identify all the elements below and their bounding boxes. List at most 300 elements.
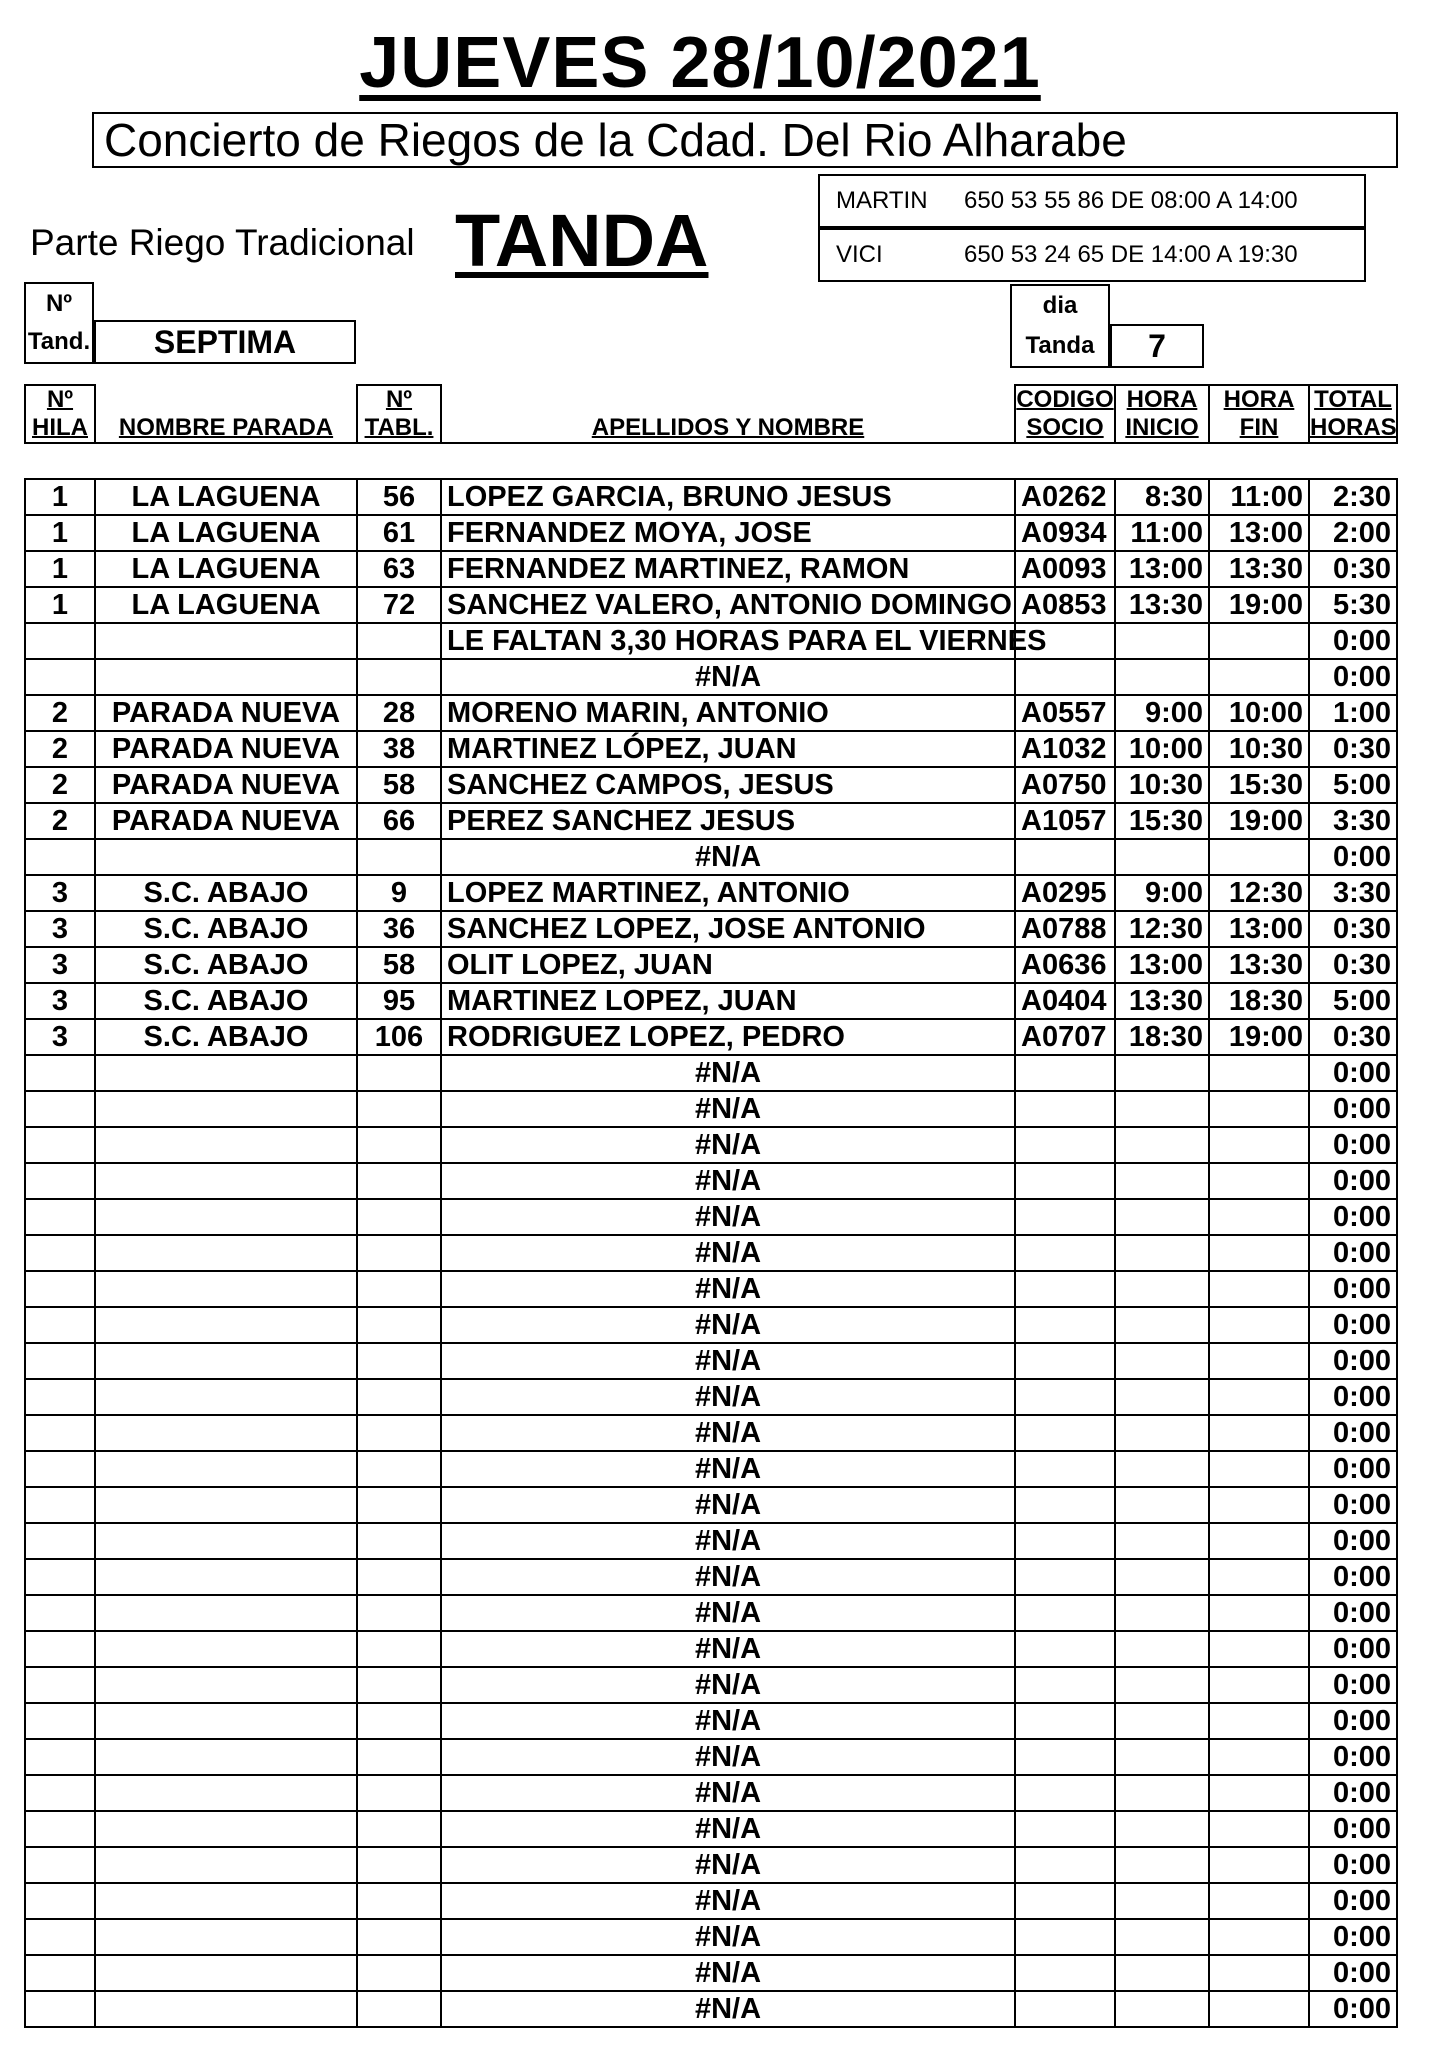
table-row <box>25 1955 1397 1991</box>
cell-tabl <box>357 1523 441 1559</box>
cell-hila: 3 <box>25 1019 95 1055</box>
table-row <box>25 1487 1397 1523</box>
cell-parada <box>95 1379 357 1415</box>
cell-codigo <box>1015 1199 1115 1235</box>
cell-total: 0:00 <box>1309 1307 1397 1343</box>
cell-tabl <box>357 1559 441 1595</box>
cell-fin <box>1209 1739 1309 1775</box>
cell-codigo <box>1015 1163 1115 1199</box>
cell-hila: 3 <box>25 875 95 911</box>
cell-total: 0:00 <box>1309 1343 1397 1379</box>
cell-total: 5:30 <box>1309 587 1397 623</box>
header-total-1: TOTAL <box>1314 386 1392 413</box>
cell-codigo <box>1015 1487 1115 1523</box>
cell-tabl <box>357 1487 441 1523</box>
cell-codigo: A0750 <box>1015 767 1115 803</box>
cell-fin <box>1209 1523 1309 1559</box>
cell-codigo <box>1015 1595 1115 1631</box>
cell-total: 3:30 <box>1309 803 1397 839</box>
cell-nombre: #N/A <box>441 1055 1015 1091</box>
cell-nombre: #N/A <box>441 1919 1015 1955</box>
cell-tabl: 58 <box>357 947 441 983</box>
cell-inicio: 9:00 <box>1115 695 1209 731</box>
cell-nombre: LOPEZ GARCIA, BRUNO JESUS <box>441 479 1015 515</box>
header-hila-2: HILA <box>32 414 88 441</box>
cell-nombre: #N/A <box>441 839 1015 875</box>
cell-total: 0:00 <box>1309 1559 1397 1595</box>
cell-inicio <box>1115 1271 1209 1307</box>
cell-parada <box>95 1811 357 1847</box>
cell-parada: LA LAGUENA <box>95 479 357 515</box>
cell-inicio <box>1115 1847 1209 1883</box>
cell-fin <box>1209 1955 1309 1991</box>
cell-inicio <box>1115 1775 1209 1811</box>
cell-nombre: LE FALTAN 3,30 HORAS PARA EL VIERNES <box>441 623 1015 659</box>
cell-inicio <box>1115 1667 1209 1703</box>
cell-nombre: PEREZ SANCHEZ JESUS <box>441 803 1015 839</box>
cell-codigo <box>1015 1451 1115 1487</box>
cell-tabl <box>357 1811 441 1847</box>
cell-total: 5:00 <box>1309 767 1397 803</box>
table-row <box>25 1883 1397 1919</box>
table-row <box>25 803 1397 839</box>
table-row <box>25 1271 1397 1307</box>
table-row <box>25 1523 1397 1559</box>
cell-hila: 3 <box>25 947 95 983</box>
cell-codigo <box>1015 839 1115 875</box>
dia-label-1: dia <box>1042 292 1078 319</box>
cell-inicio <box>1115 1199 1209 1235</box>
cell-codigo <box>1015 1667 1115 1703</box>
cell-codigo <box>1015 1775 1115 1811</box>
cell-fin <box>1209 1595 1309 1631</box>
header-total <box>1309 385 1397 443</box>
table-row <box>25 1451 1397 1487</box>
cell-fin <box>1209 1271 1309 1307</box>
table-row <box>25 1415 1397 1451</box>
cell-nombre: #N/A <box>441 1127 1015 1163</box>
cell-tabl: 56 <box>357 479 441 515</box>
table-row <box>25 695 1397 731</box>
cell-codigo <box>1015 1127 1115 1163</box>
cell-codigo <box>1015 1091 1115 1127</box>
cell-tabl: 95 <box>357 983 441 1019</box>
cell-parada <box>95 1667 357 1703</box>
header-total-2: HORAS <box>1310 414 1397 441</box>
table-row <box>25 1667 1397 1703</box>
header-nombre <box>441 385 1015 443</box>
cell-hila <box>25 1415 95 1451</box>
cell-nombre: #N/A <box>441 1091 1015 1127</box>
cell-tabl: 66 <box>357 803 441 839</box>
cell-tabl: 9 <box>357 875 441 911</box>
cell-nombre: #N/A <box>441 1991 1015 2027</box>
table-row <box>25 659 1397 695</box>
cell-parada: S.C. ABAJO <box>95 947 357 983</box>
table-row <box>25 1055 1397 1091</box>
cell-parada <box>95 1955 357 1991</box>
cell-inicio <box>1115 1127 1209 1163</box>
cell-parada: PARADA NUEVA <box>95 731 357 767</box>
riego-table-body <box>25 479 1397 2027</box>
cell-inicio: 8:30 <box>1115 479 1209 515</box>
contact-info: 650 53 55 86 DE 08:00 A 14:00 <box>964 187 1298 214</box>
cell-total: 0:00 <box>1309 1055 1397 1091</box>
cell-tabl <box>357 1307 441 1343</box>
cell-nombre: #N/A <box>441 1739 1015 1775</box>
table-row <box>25 839 1397 875</box>
cell-tabl: 38 <box>357 731 441 767</box>
cell-fin <box>1209 1847 1309 1883</box>
table-row <box>25 1919 1397 1955</box>
table-row <box>25 1811 1397 1847</box>
cell-hila: 1 <box>25 551 95 587</box>
table-row <box>25 587 1397 623</box>
contact-vici <box>818 228 1366 282</box>
cell-codigo <box>1015 1883 1115 1919</box>
header-codigo <box>1015 385 1115 443</box>
cell-parada: LA LAGUENA <box>95 587 357 623</box>
cell-fin: 10:30 <box>1209 731 1309 767</box>
header-inicio-2: INICIO <box>1125 414 1199 441</box>
cell-fin <box>1209 1379 1309 1415</box>
cell-fin: 13:00 <box>1209 911 1309 947</box>
table-row <box>25 1595 1397 1631</box>
cell-codigo <box>1015 1955 1115 1991</box>
cell-nombre: #N/A <box>441 1487 1015 1523</box>
cell-parada: PARADA NUEVA <box>95 695 357 731</box>
cell-codigo: A0853 <box>1015 587 1115 623</box>
cell-hila <box>25 1091 95 1127</box>
cell-codigo <box>1015 659 1115 695</box>
cell-fin <box>1209 1631 1309 1667</box>
cell-nombre: #N/A <box>441 1379 1015 1415</box>
cell-hila <box>25 839 95 875</box>
table-row <box>25 983 1397 1019</box>
cell-parada: S.C. ABAJO <box>95 983 357 1019</box>
cell-tabl <box>357 1955 441 1991</box>
cell-inicio <box>1115 1559 1209 1595</box>
cell-total: 2:30 <box>1309 479 1397 515</box>
cell-hila <box>25 1487 95 1523</box>
cell-parada <box>95 1703 357 1739</box>
cell-parada <box>95 1055 357 1091</box>
cell-hila <box>25 1847 95 1883</box>
table-row <box>25 1991 1397 2027</box>
cell-inicio <box>1115 1739 1209 1775</box>
contact-name: MARTIN <box>836 187 928 214</box>
table-row <box>25 911 1397 947</box>
cell-parada <box>95 623 357 659</box>
n-tand-label <box>24 282 94 364</box>
cell-nombre: #N/A <box>441 1523 1015 1559</box>
cell-fin: 18:30 <box>1209 983 1309 1019</box>
cell-total: 0:00 <box>1309 1703 1397 1739</box>
cell-hila <box>25 1667 95 1703</box>
cell-nombre: #N/A <box>441 1631 1015 1667</box>
cell-inicio <box>1115 1991 1209 2027</box>
cell-parada <box>95 1739 357 1775</box>
cell-total: 0:00 <box>1309 1379 1397 1415</box>
cell-parada <box>95 839 357 875</box>
cell-hila <box>25 1271 95 1307</box>
cell-parada <box>95 1631 357 1667</box>
cell-nombre: #N/A <box>441 1811 1015 1847</box>
cell-inicio: 9:00 <box>1115 875 1209 911</box>
table-row <box>25 623 1397 659</box>
cell-codigo <box>1015 1379 1115 1415</box>
header-fin-1: HORA <box>1223 386 1295 413</box>
header-tabl <box>357 385 441 443</box>
cell-inicio: 12:30 <box>1115 911 1209 947</box>
cell-total: 0:00 <box>1309 1847 1397 1883</box>
cell-inicio <box>1115 1343 1209 1379</box>
cell-nombre: SANCHEZ CAMPOS, JESUS <box>441 767 1015 803</box>
cell-codigo: A0557 <box>1015 695 1115 731</box>
cell-fin <box>1209 1775 1309 1811</box>
table-header <box>24 384 1398 444</box>
cell-inicio <box>1115 1379 1209 1415</box>
cell-nombre: SANCHEZ LOPEZ, JOSE ANTONIO <box>441 911 1015 947</box>
table-row <box>25 947 1397 983</box>
cell-codigo: A0262 <box>1015 479 1115 515</box>
cell-inicio: 15:30 <box>1115 803 1209 839</box>
cell-nombre: FERNANDEZ MARTINEZ, RAMON <box>441 551 1015 587</box>
cell-parada: S.C. ABAJO <box>95 911 357 947</box>
cell-tabl: 106 <box>357 1019 441 1055</box>
cell-nombre: FERNANDEZ MOYA, JOSE <box>441 515 1015 551</box>
table-row <box>25 1847 1397 1883</box>
cell-fin: 19:00 <box>1209 587 1309 623</box>
cell-tabl <box>357 1883 441 1919</box>
cell-fin <box>1209 1307 1309 1343</box>
cell-fin <box>1209 1163 1309 1199</box>
title-text: JUEVES 28/10/2021 <box>359 23 1041 103</box>
table-row <box>25 767 1397 803</box>
cell-total: 0:00 <box>1309 1451 1397 1487</box>
cell-total: 3:30 <box>1309 875 1397 911</box>
cell-inicio <box>1115 1451 1209 1487</box>
cell-nombre: #N/A <box>441 1307 1015 1343</box>
cell-tabl <box>357 1091 441 1127</box>
header-inicio <box>1115 385 1209 443</box>
table-row <box>25 1343 1397 1379</box>
cell-nombre: #N/A <box>441 1163 1015 1199</box>
cell-parada <box>95 1991 357 2027</box>
cell-total: 0:00 <box>1309 623 1397 659</box>
cell-parada: PARADA NUEVA <box>95 767 357 803</box>
cell-fin <box>1209 1811 1309 1847</box>
cell-parada <box>95 1307 357 1343</box>
cell-hila <box>25 1811 95 1847</box>
cell-hila <box>25 1559 95 1595</box>
cell-total: 2:00 <box>1309 515 1397 551</box>
cell-inicio: 18:30 <box>1115 1019 1209 1055</box>
cell-parada <box>95 1883 357 1919</box>
n-tand-label-1: Nº <box>45 290 73 317</box>
cell-total: 0:00 <box>1309 1415 1397 1451</box>
cell-nombre: #N/A <box>441 1775 1015 1811</box>
cell-codigo: A0404 <box>1015 983 1115 1019</box>
cell-nombre: MARTINEZ LOPEZ, JUAN <box>441 983 1015 1019</box>
riego-table <box>24 478 1398 2028</box>
cell-hila: 3 <box>25 983 95 1019</box>
cell-tabl: 72 <box>357 587 441 623</box>
cell-inicio <box>1115 1055 1209 1091</box>
cell-nombre: SANCHEZ VALERO, ANTONIO DOMINGO <box>441 587 1015 623</box>
cell-codigo <box>1015 1055 1115 1091</box>
table-row <box>25 551 1397 587</box>
cell-hila <box>25 1703 95 1739</box>
cell-fin: 19:00 <box>1209 803 1309 839</box>
cell-tabl <box>357 1055 441 1091</box>
cell-parada <box>95 1775 357 1811</box>
cell-tabl <box>357 1703 441 1739</box>
cell-inicio <box>1115 1523 1209 1559</box>
cell-nombre: OLIT LOPEZ, JUAN <box>441 947 1015 983</box>
cell-hila <box>25 1343 95 1379</box>
header-tabl-1: Nº <box>385 386 413 413</box>
cell-parada <box>95 1127 357 1163</box>
cell-total: 0:00 <box>1309 839 1397 875</box>
cell-fin: 13:00 <box>1209 515 1309 551</box>
cell-fin <box>1209 1919 1309 1955</box>
cell-inicio <box>1115 1487 1209 1523</box>
cell-nombre: #N/A <box>441 1199 1015 1235</box>
cell-codigo <box>1015 1811 1115 1847</box>
cell-fin <box>1209 1451 1309 1487</box>
cell-total: 0:00 <box>1309 1991 1397 2027</box>
cell-parada <box>95 659 357 695</box>
cell-codigo: A0788 <box>1015 911 1115 947</box>
n-tand-value: SEPTIMA <box>94 320 356 364</box>
cell-total: 0:00 <box>1309 1199 1397 1235</box>
cell-inicio <box>1115 1919 1209 1955</box>
dia-tanda-label <box>1010 284 1110 368</box>
cell-tabl: 28 <box>357 695 441 731</box>
header-nombre-text: APELLIDOS Y NOMBRE <box>591 414 865 441</box>
cell-inicio: 13:30 <box>1115 983 1209 1019</box>
cell-total: 0:00 <box>1309 1667 1397 1703</box>
cell-fin <box>1209 1559 1309 1595</box>
cell-parada <box>95 1919 357 1955</box>
cell-parada <box>95 1487 357 1523</box>
cell-fin <box>1209 659 1309 695</box>
cell-total: 0:00 <box>1309 1163 1397 1199</box>
cell-inicio <box>1115 1091 1209 1127</box>
cell-hila: 2 <box>25 731 95 767</box>
cell-total: 0:00 <box>1309 1271 1397 1307</box>
cell-nombre: #N/A <box>441 1955 1015 1991</box>
cell-tabl <box>357 1163 441 1199</box>
cell-nombre: MARTINEZ LÓPEZ, JUAN <box>441 731 1015 767</box>
cell-hila: 1 <box>25 587 95 623</box>
page-title <box>0 22 1400 104</box>
cell-hila <box>25 1055 95 1091</box>
header-fin-2: FIN <box>1239 414 1279 441</box>
cell-nombre: #N/A <box>441 1703 1015 1739</box>
cell-hila <box>25 1523 95 1559</box>
cell-tabl <box>357 1415 441 1451</box>
cell-fin: 12:30 <box>1209 875 1309 911</box>
table-row <box>25 1775 1397 1811</box>
header-hila <box>25 385 95 443</box>
cell-inicio <box>1115 659 1209 695</box>
cell-hila <box>25 1955 95 1991</box>
cell-parada <box>95 1163 357 1199</box>
cell-parada <box>95 1523 357 1559</box>
cell-tabl <box>357 1991 441 2027</box>
cell-inicio <box>1115 1631 1209 1667</box>
cell-total: 0:00 <box>1309 659 1397 695</box>
cell-total: 0:00 <box>1309 1631 1397 1667</box>
cell-codigo: A0934 <box>1015 515 1115 551</box>
cell-fin: 15:30 <box>1209 767 1309 803</box>
cell-tabl <box>357 1199 441 1235</box>
header-hila-1: Nº <box>46 386 74 413</box>
cell-inicio <box>1115 1811 1209 1847</box>
table-row <box>25 731 1397 767</box>
cell-total: 0:30 <box>1309 1019 1397 1055</box>
header-tabl-2: TABL. <box>364 414 434 441</box>
cell-codigo <box>1015 1847 1115 1883</box>
cell-total: 0:00 <box>1309 1091 1397 1127</box>
cell-total: 0:00 <box>1309 1883 1397 1919</box>
cell-tabl <box>357 1451 441 1487</box>
cell-hila <box>25 1163 95 1199</box>
cell-nombre: #N/A <box>441 1595 1015 1631</box>
cell-tabl <box>357 1847 441 1883</box>
cell-tabl <box>357 1631 441 1667</box>
cell-codigo <box>1015 1559 1115 1595</box>
cell-tabl <box>357 1343 441 1379</box>
header-fin <box>1209 385 1309 443</box>
cell-fin <box>1209 1055 1309 1091</box>
cell-hila <box>25 1883 95 1919</box>
cell-codigo: A0093 <box>1015 551 1115 587</box>
cell-codigo: A1057 <box>1015 803 1115 839</box>
cell-hila: 3 <box>25 911 95 947</box>
cell-fin <box>1209 839 1309 875</box>
cell-fin <box>1209 1703 1309 1739</box>
cell-parada <box>95 1271 357 1307</box>
cell-total: 0:00 <box>1309 1523 1397 1559</box>
cell-parada: LA LAGUENA <box>95 515 357 551</box>
cell-codigo <box>1015 1415 1115 1451</box>
cell-fin <box>1209 1199 1309 1235</box>
cell-hila <box>25 623 95 659</box>
table-row <box>25 479 1397 515</box>
cell-codigo <box>1015 1739 1115 1775</box>
cell-codigo <box>1015 1307 1115 1343</box>
cell-hila <box>25 1127 95 1163</box>
cell-hila <box>25 1235 95 1271</box>
cell-codigo: A0636 <box>1015 947 1115 983</box>
cell-inicio: 10:30 <box>1115 767 1209 803</box>
cell-nombre: #N/A <box>441 1559 1015 1595</box>
cell-codigo: A0295 <box>1015 875 1115 911</box>
cell-hila <box>25 1775 95 1811</box>
cell-total: 0:00 <box>1309 1811 1397 1847</box>
cell-hila <box>25 1451 95 1487</box>
cell-inicio: 10:00 <box>1115 731 1209 767</box>
cell-inicio: 13:00 <box>1115 947 1209 983</box>
cell-codigo <box>1015 1919 1115 1955</box>
table-row <box>25 1163 1397 1199</box>
cell-hila: 1 <box>25 515 95 551</box>
cell-fin: 19:00 <box>1209 1019 1309 1055</box>
table-row <box>25 1199 1397 1235</box>
